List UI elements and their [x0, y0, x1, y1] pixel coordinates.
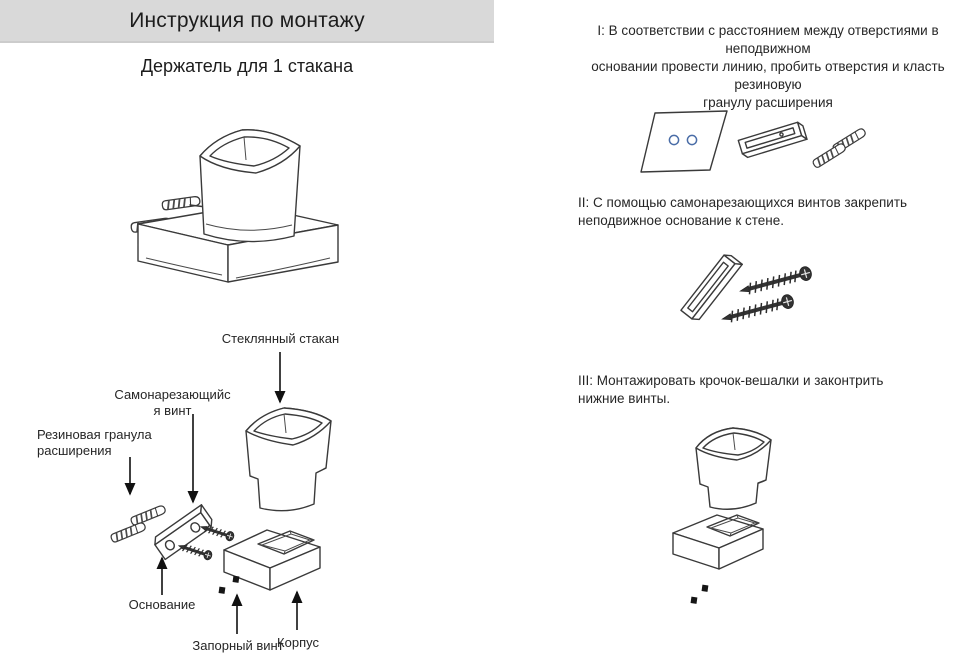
step-1-text: [572, 22, 964, 112]
step-1-drawing: [628, 100, 878, 195]
label-body: [258, 635, 338, 651]
lock-screws-icon: [219, 576, 240, 594]
step-3-drawing: [655, 408, 855, 623]
exploded-glass-cup-icon: [246, 408, 331, 511]
title-bar: [0, 0, 494, 43]
step-3-text: [578, 372, 958, 408]
step-1-line-1: I: В соответствии с расстоянием между отверстиями в неподвижном: [597, 23, 939, 56]
step-2-drawing: [670, 242, 880, 334]
label-glass-cup-text: Стеклянный стакан: [221, 331, 340, 346]
label-screw-line2: я винт: [153, 403, 192, 418]
product-title: Держатель для 1 стакана: [140, 56, 354, 76]
base-frame-icon: [738, 121, 807, 158]
step-2-text: [578, 194, 958, 230]
label-rubber-dowel: [37, 427, 187, 459]
glass-cup-icon: [696, 428, 771, 509]
step-1-line-2: основании провести линию, пробить отверстия и класть резиновую: [591, 59, 945, 92]
step-3-line-2: нижние винты.: [578, 391, 671, 406]
step-3-line-1: III: Монтажировать крочок-вешалки и законтрить: [578, 373, 884, 388]
label-base: [112, 597, 212, 613]
label-base-text: Основание: [128, 597, 196, 612]
dowels-icon: [812, 127, 867, 168]
label-lock-screw-text: Запорный винт: [192, 638, 284, 653]
page-title: Инструкция по монтажу: [129, 8, 365, 32]
label-glass-cup: [198, 331, 363, 347]
glass-cup-icon: [200, 130, 300, 242]
label-dowel-line1: Резиновая гранула: [37, 427, 152, 442]
label-self-tapping-screw: [105, 387, 240, 419]
step-2-line-1: II: С помощью самонарезающихся винтов закрепить: [578, 195, 908, 210]
assembled-holder-drawing: [118, 112, 368, 307]
wall-plate-icon: [641, 111, 727, 172]
step-1-line-3: гранулу расширения: [703, 95, 833, 110]
housing-icon: [673, 515, 763, 569]
label-screw-line1: Самонарезающийс: [114, 387, 231, 402]
exploded-diagram: [0, 318, 500, 658]
label-dowel-line2: расширения: [37, 443, 112, 458]
label-body-text: Корпус: [277, 635, 319, 650]
step-2-line-2: неподвижное основание к стене.: [578, 213, 784, 228]
lock-screws-icon: [691, 585, 709, 604]
